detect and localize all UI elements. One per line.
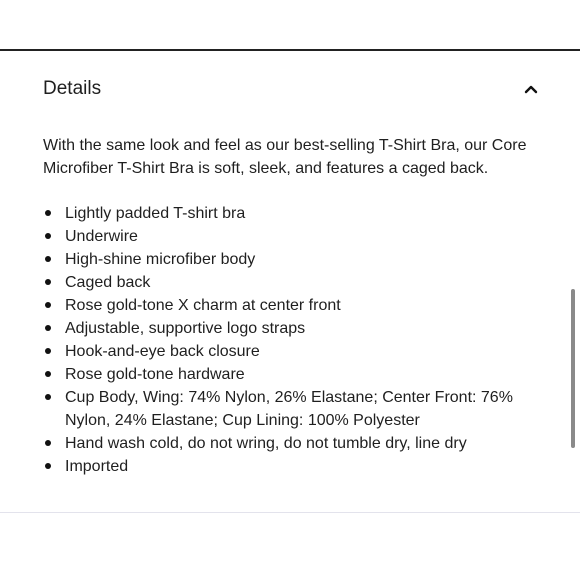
bullet-icon (45, 279, 51, 285)
bullet-icon (45, 348, 51, 354)
product-description: With the same look and feel as our best-selling T-Shirt Bra, our Core Microfiber T-Shirt Bra is soft, sleek, and features a caged back. (43, 137, 527, 177)
details-content (43, 134, 533, 478)
bullet-icon (45, 210, 51, 216)
feature-item (43, 432, 533, 455)
bullet-icon (45, 233, 51, 239)
feature-item (43, 340, 533, 363)
feature-text: Cup Body, Wing: 74% Nylon, 26% Elastane; Center Front: 76% Nylon, 24% Elastane; Cup Lining: 100% Polyester (65, 389, 513, 429)
bullet-icon (45, 463, 51, 469)
feature-item (43, 363, 533, 386)
bullet-icon (45, 325, 51, 331)
feature-list (43, 202, 533, 478)
feature-text: Lightly padded T-shirt bra (65, 205, 246, 222)
bullet-icon (45, 302, 51, 308)
feature-item (43, 455, 533, 478)
feature-text: Adjustable, supportive logo straps (65, 320, 306, 337)
feature-text: Imported (65, 458, 129, 475)
feature-text: Rose gold-tone X charm at center front (65, 297, 341, 314)
details-title: Details (43, 78, 102, 99)
feature-text: Underwire (65, 228, 138, 245)
feature-item (43, 317, 533, 340)
bullet-icon (45, 440, 51, 446)
feature-item (43, 386, 533, 432)
feature-item (43, 248, 533, 271)
bullet-icon (45, 256, 51, 262)
feature-text: Rose gold-tone hardware (65, 366, 245, 383)
feature-item (43, 271, 533, 294)
details-accordion-header[interactable] (0, 51, 580, 127)
details-accordion (0, 51, 580, 512)
feature-item (43, 202, 533, 225)
feature-text: Caged back (65, 274, 151, 291)
feature-text: Hook-and-eye back closure (65, 343, 260, 360)
bottom-divider (0, 512, 580, 513)
feature-text: Hand wash cold, do not wring, do not tumble dry, line dry (65, 435, 467, 452)
feature-item (43, 225, 533, 248)
feature-text: High-shine microfiber body (65, 251, 256, 268)
bullet-icon (45, 371, 51, 377)
scrollbar-thumb[interactable] (571, 289, 575, 448)
bullet-icon (45, 394, 51, 400)
feature-item (43, 294, 533, 317)
chevron-up-icon[interactable] (522, 82, 540, 96)
